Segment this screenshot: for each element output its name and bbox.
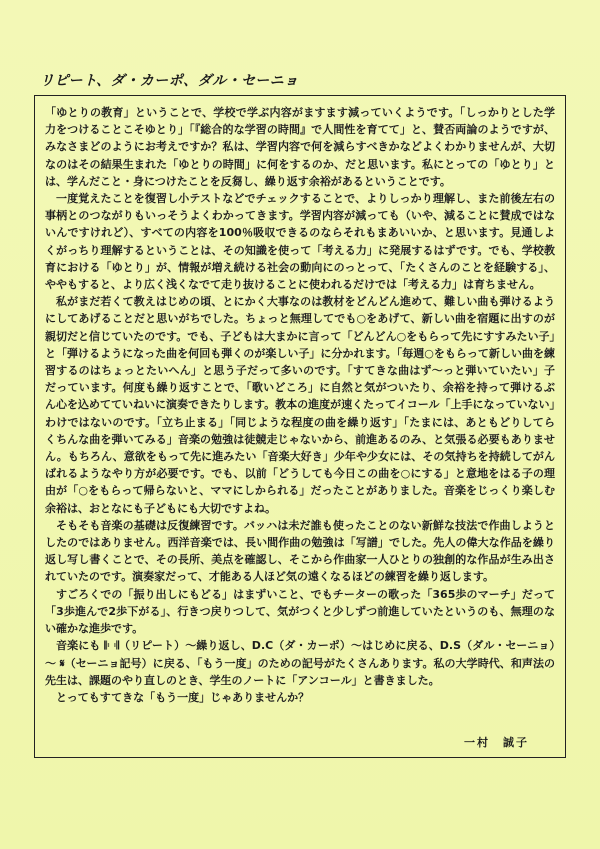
article-title: リピート、ダ・カーポ、ダル・セーニョ — [40, 73, 299, 89]
paragraph-7: とってもすてきな「もう一度」じゃありませんか？ — [56, 690, 310, 704]
author-signature: 一村 誠子 — [464, 735, 529, 749]
paragraph-4: そもそも音楽の基礎は反復練習です。バッハは未だ誰も使ったことのない新鮮な技法で作曲しようとしたのではありません。西洋音楽では、長い間作曲の勉強は「写譜」でした。先人の偉大な作品を繰り返し写し書くことで、その長所、美点を確認し、そこから作曲家一人ひとりの独創的な作品が生み出されていたのです。演奏家だって、才能ある人ほど気の遠くなるほどの練習を繰り返します。 — [45, 518, 555, 584]
paragraph-5: すごろくでの「振り出しにもどる」はまずいこと、でもチーターの歌った「365歩のマーチ」だって「3歩進んで2歩下がる」、行きつ戻りつして、気がつくと少しずつ前進していたというのも、無理のない確かな進歩です。 — [45, 587, 555, 636]
paragraph-6: 音楽にも 𝄆 𝄇（リピート）～繰り返し、D.C（ダ・カーポ）～はじめに戻る、D.S（ダル・セーニョ）～ 𝄋（セーニョ記号）に戻る、「もう一度」のための記号がたくさんあります。私の大学時代、和声法の先生は、課題のやり直しのとき、学生のノートに「アンコール」と書きました。 — [45, 639, 555, 687]
paragraph-3: 私がまだ若くて教えはじめの頃、とにかく大事なのは教材をどんどん進めて、難しい曲も弾けるようにしてあげることだと思いがちでした。ちょっと無理してでも○をあげて、新しい曲を宿題に出すのが親切だと信じていたのです。でも、子どもは大まかに言って「どんどん○をもらって先にすすみたい子」と「弾けるようになった曲を何回も弾くのが楽しい子」に分かれます。「毎週○をもらって新しい曲を練習するのはちょっとたいへん」と思う子だって多いのです。「すてきな曲はず～っと弾いていたい」子だっています。何度も繰り返すことで、「歌いどころ」に自然と気がついたり、余裕を持って弾けるぶん心を込めてていねいに演奏できたりします。教本の進度が速くたってイコール「上手になっていない」わけではないのです。「立ち止まる」「同じような程度の曲を繰り返す」「たまには、あともどりしてらくちんな曲を弾いてみる」音楽の勉強は徒競走じゃないから、前進あるのみ、と気張る必要もありません。もちろん、意欲をもって先に進みたい「音楽大好き」少年や少女には、その気持ちを持続してがんばれるようなやり方が必要です。でも、以前「どうしても今日この曲を○にする」と意地をはる子の理由が「○をもらって帰らないと、ママにしかられる」だったことがありました。音楽をじっくり楽しむ余裕は、おとなにも子どもにも大切ですよね。 — [45, 295, 555, 515]
article-frame — [34, 95, 566, 758]
paragraph-2: 一度覚えたことを復習し小テストなどでチェックすることで、よりしっかり理解し、また前後左右の事柄とのつながりもいっそうよくわかってきます。学習内容が減っても（いや、減ることに賛成ではないんですけれど）、すべての内容を100％吸収できるのならそれもまあいいか、と思います。見通しよくがっちり理解するということは、その知識を使って「考える力」に発展するはずです。でも、学校教育における「ゆとり」が、情報が増え続ける社会の動向にのっとって、「たくさんのことを経験する」、ややもすると、より広く浅くなでて走り抜けることに使われるだけでは「考える力」は育ちません。 — [45, 192, 555, 292]
paragraph-1: 「ゆとりの教育」ということで、学校で学ぶ内容がますます減っていくようです。「しっかりとした学力をつけることこそゆとり」「『総合的な学習の時間』で人間性を育てて」と、賛否両論のようですが、みなさまどのようにお考えですか？私は、学習内容で何を減らすべきかなどよくわかりませんが、大切なのはその結果生まれた「ゆとりの時間」に何をするのか、だと思います。私にとっての「ゆとり」とは、学んだこと・身につけたことを反芻し、繰り返す余裕があるということです。 — [45, 106, 555, 188]
